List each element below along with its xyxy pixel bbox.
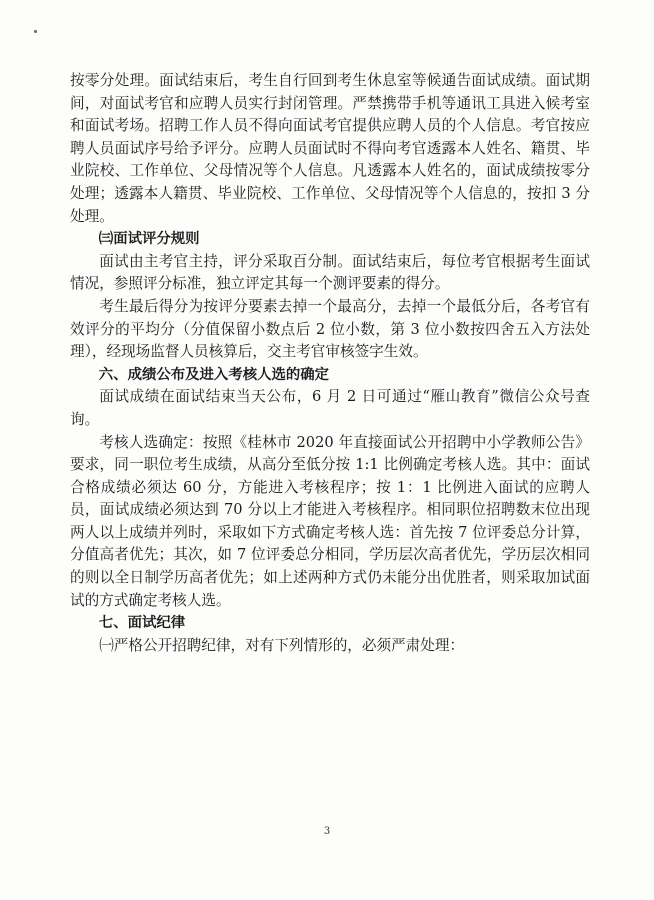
paragraph-discipline-intro: ㈠严格公开招聘纪律，对有下列情形的，必须严肃处理： <box>99 636 465 654</box>
paragraph-final-score: 考生最后得分为按评分要素去掉一个最高分，去掉一个最低分后，各考官有效评分的平均分（分值保留小数点后 2 位小数，第 3 位小数按四舍五入方法处理），经现场监督人员核算后，交主考官审核签字生效。 <box>70 297 590 361</box>
paragraph-results-publication: 面试成绩在面试结束当天公布，6 月 2 日可通过“雁山教育”微信公众号查询。 <box>70 388 590 428</box>
paragraph-scoring-method: 面试由主考官主持，评分采取百分制。面试结束后，每位考官根据考生面试情况，参照评分标准，独立评定其每一个测评要素的得分。 <box>70 252 590 293</box>
section-heading-scoring-rules: ㈢面试评分规则 <box>98 231 200 248</box>
paragraph-candidate-selection: 考核人选确定：按照《桂林市 2020 年直接面试公开招聘中小学教师公告》要求，同一职位考生成绩，从高分至低分按 1:1 比例确定考核人选。其中：面试合格成绩必须达 60 分，方能进入考核程序；按 1：1 比例进入面试的应聘人员，面试成绩必须达到 70 分以上才能进入考核程序。相同职位招聘数末位出现两人以上成绩并列时，采取如下方式确定考核人选：首先按 7 位评委总分计算，分值高者优先；其次，如 7 位评委总分相同，学历层次高者优先，学历层次相同的则以全日制学历高者优先；如上述两种方式仍未能分出优胜者，则采取加试面试的方式确定考核人选。 <box>70 433 590 609</box>
paragraph-interview-procedure: 按零分处理。面试结束后，考生自行回到考生休息室等候通告面试成绩。面试期间，对面试考官和应聘人员实行封闭管理。严禁携带手机等通讯工具进入候考室和面试考场。招聘工作人员不得向面试考官提供应聘人员的个人信息。考官按应聘人员面试序号给予评分。应聘人员面试时不得向考官透露本人姓名、籍贯、毕业院校、工作单位、父母情况等个人信息。凡透露本人姓名的，面试成绩按零分处理；透露本人籍贯、毕业院校、工作单位、父母情况等个人信息的，按扣 3 分处理。 <box>70 72 590 225</box>
document-body <box>70 70 590 657</box>
scan-speck <box>34 30 37 33</box>
page-number: 3 <box>323 826 331 837</box>
section-heading-results: 六、成绩公布及进入考核人选的确定 <box>98 366 330 383</box>
section-heading-discipline: 七、面试纪律 <box>98 615 186 632</box>
